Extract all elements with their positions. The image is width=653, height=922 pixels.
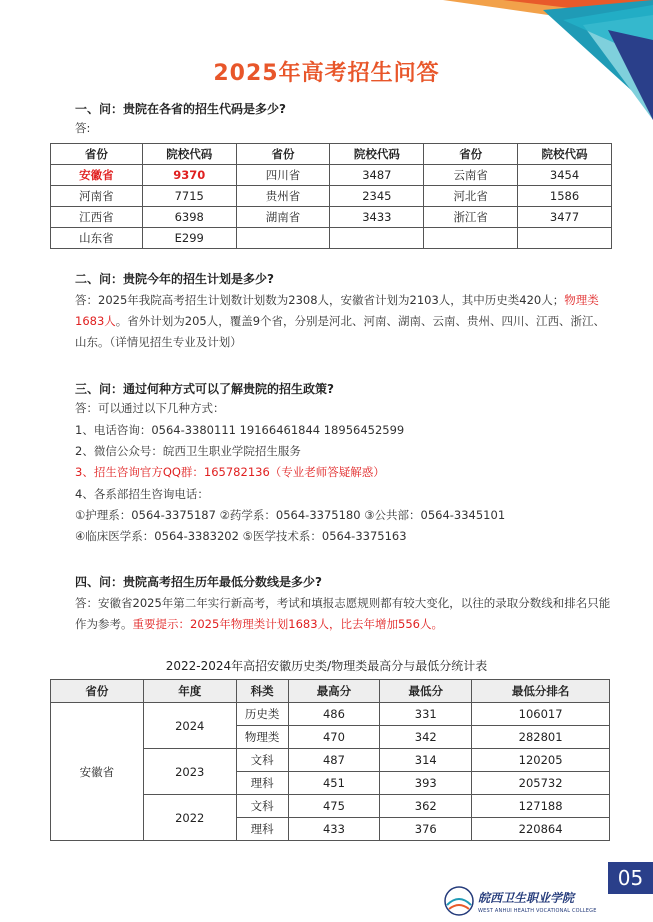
table-cell: 理科 bbox=[236, 772, 288, 795]
table-cell: 433 bbox=[288, 818, 380, 841]
code-table bbox=[50, 143, 612, 249]
table-cell: 文科 bbox=[236, 749, 288, 772]
score-table-header: 科类 bbox=[236, 680, 288, 703]
table-cell: 江西省 bbox=[51, 207, 143, 228]
table-cell: 四川省 bbox=[236, 165, 330, 186]
code-table-header: 院校代码 bbox=[518, 144, 612, 165]
table-row bbox=[51, 228, 612, 249]
year-cell: 2023 bbox=[143, 749, 236, 795]
contact-phone: 1、电话咨询：0564-3380111 19166461844 18956452599 bbox=[75, 423, 405, 437]
question-2: 二、问：贵院今年的招生计划是多少? bbox=[75, 272, 274, 286]
table-cell: 历史类 bbox=[236, 703, 288, 726]
table-cell: 河北省 bbox=[424, 186, 518, 207]
table-cell: E299 bbox=[142, 228, 236, 249]
table-cell: 475 bbox=[288, 795, 380, 818]
answer-4-text: 答：安徽省2025年第二年实行新高考，考试和填报志愿规则都有较大变化，以往的录取分数线和排名只能作为参考。 bbox=[75, 596, 611, 631]
table-cell: 314 bbox=[380, 749, 472, 772]
score-table-header: 省份 bbox=[51, 680, 144, 703]
page-title: 2025年高考招生问答 bbox=[213, 61, 440, 86]
table-cell: 湖南省 bbox=[236, 207, 330, 228]
table-cell: 205732 bbox=[472, 772, 610, 795]
answer-2-highlight: 物理类1683人 bbox=[75, 293, 599, 328]
province-cell: 安徽省 bbox=[51, 703, 144, 841]
code-table-header: 院校代码 bbox=[330, 144, 424, 165]
question-3: 三、问：通过何种方式可以了解贵院的招生政策? bbox=[75, 382, 334, 396]
answer-4-highlight: 重要提示：2025年物理类计划1683人，比去年增加556人。 bbox=[132, 617, 443, 631]
year-cell: 2024 bbox=[143, 703, 236, 749]
table-row bbox=[51, 165, 612, 186]
table-cell: 物理类 bbox=[236, 726, 288, 749]
table-cell: 河南省 bbox=[51, 186, 143, 207]
table-cell: 6398 bbox=[142, 207, 236, 228]
table-cell: 浙江省 bbox=[424, 207, 518, 228]
score-table-header: 最低分 bbox=[380, 680, 472, 703]
table-cell bbox=[518, 228, 612, 249]
school-name-en: WEST ANHUI HEALTH VOCATIONAL COLLEGE bbox=[478, 908, 597, 914]
table-cell: 282801 bbox=[472, 726, 610, 749]
contact-dept-line-1: ①护理系：0564-3375187 ②药学系：0564-3375180 ③公共部：0564-3345101 bbox=[75, 508, 506, 522]
table-cell: 487 bbox=[288, 749, 380, 772]
year-cell: 2022 bbox=[143, 795, 236, 841]
table-cell: 362 bbox=[380, 795, 472, 818]
table-cell: 9370 bbox=[142, 165, 236, 186]
score-table bbox=[50, 679, 610, 841]
table-cell: 1586 bbox=[518, 186, 612, 207]
table-row bbox=[51, 703, 610, 726]
table-cell: 3477 bbox=[518, 207, 612, 228]
answer-4 bbox=[75, 593, 615, 635]
table-cell: 文科 bbox=[236, 795, 288, 818]
table-cell: 106017 bbox=[472, 703, 610, 726]
table-cell: 486 bbox=[288, 703, 380, 726]
table-cell: 376 bbox=[380, 818, 472, 841]
page-number: 05 bbox=[608, 862, 653, 894]
table-cell: 3433 bbox=[330, 207, 424, 228]
answer-1-label: 答: bbox=[75, 121, 91, 135]
table-cell bbox=[424, 228, 518, 249]
table-cell: 理科 bbox=[236, 818, 288, 841]
code-table-header: 省份 bbox=[424, 144, 518, 165]
table-cell: 山东省 bbox=[51, 228, 143, 249]
table-cell: 120205 bbox=[472, 749, 610, 772]
table-cell: 451 bbox=[288, 772, 380, 795]
table-cell bbox=[236, 228, 330, 249]
table-cell: 3487 bbox=[330, 165, 424, 186]
table-cell: 470 bbox=[288, 726, 380, 749]
table-cell: 3454 bbox=[518, 165, 612, 186]
table-cell: 2345 bbox=[330, 186, 424, 207]
table-cell: 贵州省 bbox=[236, 186, 330, 207]
answer-3-label: 答：可以通过以下几种方式： bbox=[75, 401, 225, 415]
school-name: 皖西卫生职业学院 bbox=[478, 891, 575, 905]
question-4: 四、问：贵院高考招生历年最低分数线是多少? bbox=[75, 575, 322, 589]
score-table-caption: 2022-2024年高招安徽历史类/物理类最高分与最低分统计表 bbox=[165, 659, 488, 673]
code-table-header: 院校代码 bbox=[142, 144, 236, 165]
table-cell: 393 bbox=[380, 772, 472, 795]
table-row bbox=[51, 207, 612, 228]
school-logo-icon bbox=[440, 885, 478, 917]
table-cell: 220864 bbox=[472, 818, 610, 841]
answer-2 bbox=[75, 290, 615, 353]
code-table-header: 省份 bbox=[51, 144, 143, 165]
contact-qq: 3、招生咨询官方QQ群：165782136（专业老师答疑解惑） bbox=[75, 465, 385, 479]
table-cell: 127188 bbox=[472, 795, 610, 818]
table-row bbox=[51, 186, 612, 207]
contact-wechat: 2、微信公众号：皖西卫生职业学院招生服务 bbox=[75, 444, 301, 458]
contact-dept-line-2: ④临床医学系：0564-3383202 ⑤医学技术系：0564-3375163 bbox=[75, 529, 407, 543]
question-1: 一、问：贵院在各省的招生代码是多少? bbox=[75, 102, 286, 116]
answer-2-text-cont: 。省外计划为205人，覆盖9个省，分别是河北、河南、湖南、云南、贵州、四川、江西、浙江、山东。（详情见招生专业及计划） bbox=[75, 314, 606, 349]
table-cell: 331 bbox=[380, 703, 472, 726]
table-cell: 7715 bbox=[142, 186, 236, 207]
score-table-header: 最低分排名 bbox=[472, 680, 610, 703]
contact-departments: 4、各系部招生咨询电话： bbox=[75, 487, 209, 501]
table-cell bbox=[330, 228, 424, 249]
table-cell: 342 bbox=[380, 726, 472, 749]
table-cell: 安徽省 bbox=[51, 165, 143, 186]
score-table-header: 年度 bbox=[143, 680, 236, 703]
table-cell: 云南省 bbox=[424, 165, 518, 186]
score-table-header: 最高分 bbox=[288, 680, 380, 703]
code-table-header: 省份 bbox=[236, 144, 330, 165]
answer-2-text: 答：2025年我院高考招生计划数计划数为2308人，安徽省计划为2103人，其中历史类420人； bbox=[75, 293, 565, 307]
